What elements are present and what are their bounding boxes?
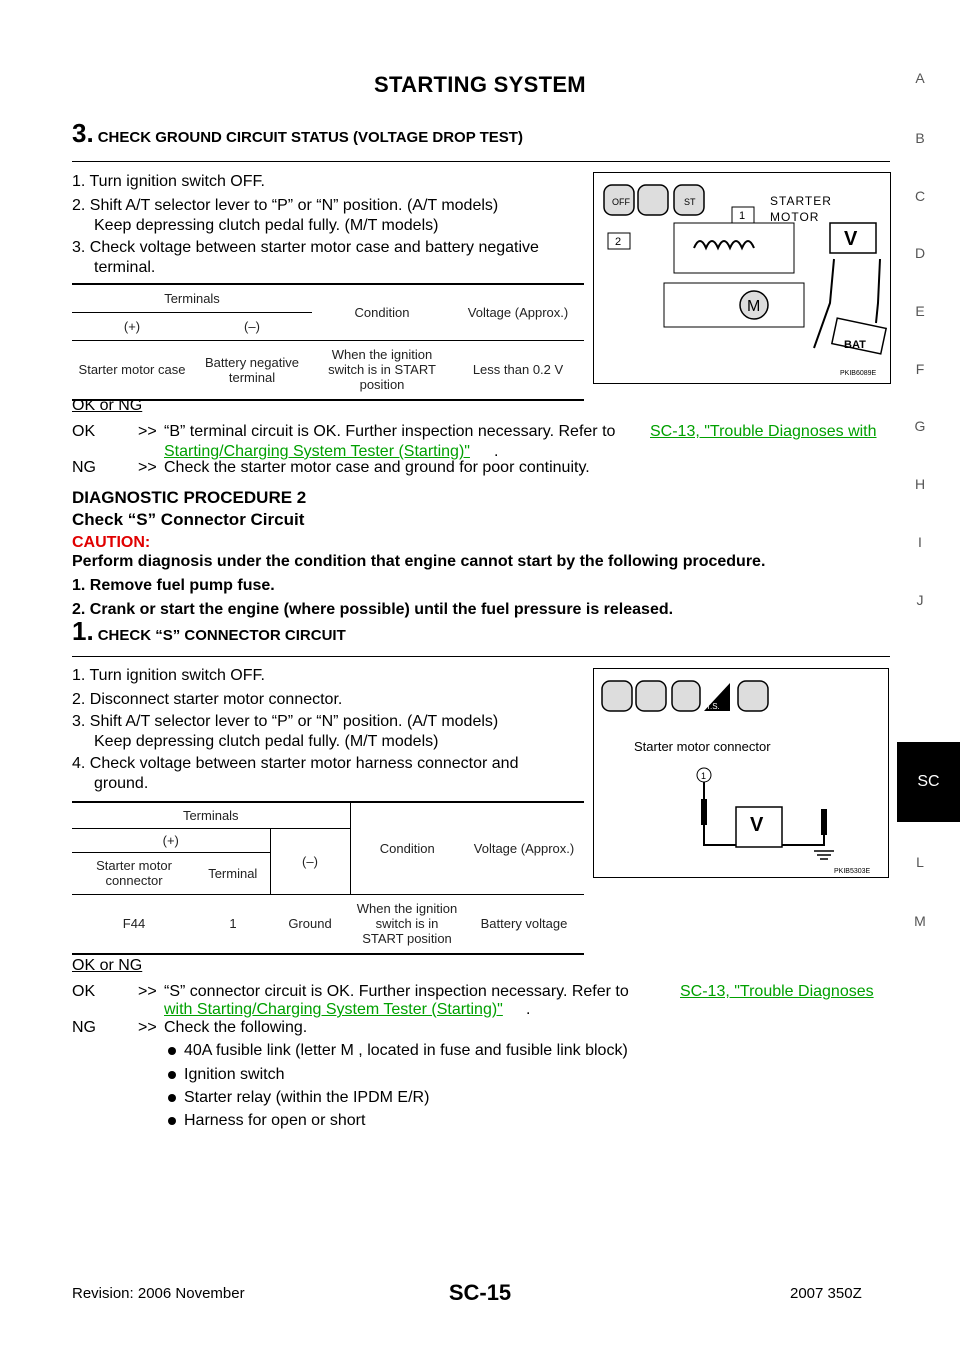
figure-pin-2: 2 [615, 236, 622, 248]
ng-label: NG [72, 459, 96, 476]
active-section-tab[interactable]: SC [897, 742, 960, 822]
step-title: CHECK GROUND CIRCUIT STATUS (VOLTAGE DROP TEST) [97, 129, 523, 146]
ok-arrow: >> [138, 423, 157, 440]
step-1-spec-table [72, 801, 584, 955]
ok-end: . [494, 443, 499, 460]
figure-voltmeter-symbol: V [844, 228, 858, 250]
cell-voltage: Less than 0.2 V [472, 362, 564, 378]
ng-label: NG [72, 1019, 96, 1036]
section-index-letter[interactable]: A [915, 70, 925, 86]
col-header-minus: (–) [244, 318, 260, 334]
ok-text: “B” terminal circuit is OK. Further inspection necessary. Refer to [164, 423, 616, 440]
ok-text: “S” connector circuit is OK. Further inspection necessary. Refer to [164, 983, 629, 1000]
divider [72, 161, 890, 162]
figure-motor-symbol: M [747, 298, 761, 315]
figure-id: PKIB5303E [834, 868, 871, 875]
figure-ts-label: T.S. [706, 702, 720, 711]
check-item-text: Starter relay (within the IPDM E/R) [184, 1089, 430, 1106]
cell-minus: Ground [288, 916, 332, 932]
check-item [168, 1065, 285, 1085]
figure-label-starter: STARTER [770, 194, 832, 208]
col-header-terminal: Terminal [208, 865, 258, 881]
bullet-icon [168, 1071, 176, 1079]
col-header-condition: Condition [312, 284, 452, 340]
col-header-terminals: Terminals [164, 290, 220, 306]
section-index-letter[interactable]: I [918, 534, 922, 550]
ok-or-ng-heading: OK or NG [72, 957, 143, 974]
section-index-letter[interactable]: D [914, 245, 926, 261]
figure-connector-label: Starter motor connector [634, 739, 771, 754]
check-item-text: Harness for open or short [184, 1112, 366, 1129]
section-index-letter[interactable]: E [915, 303, 925, 319]
ok-or-ng-heading: OK or NG [72, 397, 143, 414]
check-item [168, 1111, 365, 1131]
section-index-letter[interactable]: B [915, 130, 925, 146]
step-3-spec-table [72, 283, 584, 401]
page-number: SC-15 [448, 1280, 512, 1305]
step-1-instruction-3b: Keep depressing clutch pedal fully. (M/T models) [94, 733, 439, 750]
step-title: CHECK “S” CONNECTOR CIRCUIT [97, 627, 346, 644]
cell-condition: When the ignition switch is in START position [328, 347, 436, 393]
cell-connector: F44 [122, 916, 146, 932]
step-1-instruction-4b: ground. [94, 775, 149, 792]
check-item-text: 40A fusible link (letter M , located in fuse and fusible link block) [184, 1042, 628, 1059]
wiring-diagram [594, 173, 890, 383]
step-3-instruction-3b: terminal. [94, 259, 156, 276]
figure-label-motor: MOTOR [770, 210, 820, 224]
ok-label: OK [72, 983, 96, 1000]
ok-reference-link[interactable]: SC-13, "Trouble Diagnoses [680, 983, 874, 1000]
col-header-plus: (+) [123, 318, 141, 334]
figure-battery-label: BAT [844, 339, 866, 351]
section-index-letter[interactable]: M [914, 913, 926, 929]
step-3-instruction-2: 2. Shift A/T selector lever to “P” or “N” position. (A/T models) [72, 197, 499, 214]
bullet-icon [168, 1094, 176, 1102]
cell-minus: Battery negative terminal [205, 354, 299, 385]
caution-step-1: 1. Remove fuel pump fuse. [72, 577, 275, 594]
cell-plus: Starter motor case [78, 362, 186, 378]
step-number: 3. [72, 118, 94, 148]
step-1-instruction-2: 2. Disconnect starter motor connector. [72, 691, 343, 708]
section-index-letter[interactable]: F [915, 361, 925, 377]
ok-end: . [526, 1001, 531, 1018]
caution-step-2: 2. Crank or start the engine (where possible) until the fuel pressure is released. [72, 601, 674, 618]
cell-terminal: 1 [229, 916, 237, 932]
check-item [168, 1088, 429, 1108]
col-header-plus: (+) [162, 832, 179, 848]
ok-reference-link-cont[interactable]: Starting/Charging System Tester (Starting)" [164, 443, 470, 460]
cell-condition: When the ignition switch is in START position [356, 901, 458, 947]
starter-motor-voltage-drop-figure [593, 172, 891, 384]
step-1-instruction-1: 1. Turn ignition switch OFF. [72, 667, 265, 684]
section-index-letter[interactable]: H [914, 476, 926, 492]
step-1-instruction-4: 4. Check voltage between starter motor harness connector and [72, 755, 519, 772]
col-header-condition: Condition [350, 802, 464, 894]
col-header-connector: Starter motor connector [96, 858, 172, 888]
ng-arrow: >> [138, 1019, 157, 1036]
caution-label: CAUTION: [72, 534, 151, 551]
figure-pin-1: 1 [701, 771, 707, 781]
step-number: 1. [72, 616, 94, 646]
ok-reference-link[interactable]: SC-13, "Trouble Diagnoses with [650, 423, 877, 440]
divider [72, 656, 890, 657]
section-index-letter[interactable]: G [914, 418, 926, 434]
starter-connector-voltage-figure [593, 668, 889, 878]
step-3-instruction-2b: Keep depressing clutch pedal fully. (M/T models) [94, 217, 439, 234]
model-year: 2007 350Z [790, 1285, 862, 1302]
ng-text: Check the starter motor case and ground for poor continuity. [164, 459, 590, 476]
bullet-icon [168, 1047, 176, 1055]
figure-pin-1: 1 [739, 210, 746, 222]
ok-reference-link-cont[interactable]: with Starting/Charging System Tester (Starting)" [164, 1001, 503, 1018]
procedure-title: DIAGNOSTIC PROCEDURE 2 [72, 488, 307, 507]
bullet-icon [168, 1117, 176, 1125]
svg-text:ST: ST [684, 197, 696, 207]
figure-voltmeter-symbol: V [750, 814, 764, 836]
step-3-instruction-3: 3. Check voltage between starter motor case and battery negative [72, 239, 539, 256]
caution-text: Perform diagnosis under the condition that engine cannot start by the following procedure. [72, 553, 766, 570]
revision-date: Revision: 2006 November [72, 1285, 245, 1302]
col-header-terminals: Terminals [72, 802, 350, 828]
col-header-minus: (–) [270, 828, 350, 894]
col-header-voltage: Voltage (Approx.) [452, 284, 584, 340]
ng-text: Check the following. [164, 1019, 308, 1036]
section-index-letter[interactable]: C [914, 188, 926, 204]
connector-diagram [594, 669, 888, 877]
procedure-subtitle: Check “S” Connector Circuit [72, 510, 305, 529]
page-title: STARTING SYSTEM [374, 72, 586, 97]
ok-arrow: >> [138, 983, 157, 1000]
ng-arrow: >> [138, 459, 157, 476]
section-index-letter[interactable]: L [916, 854, 924, 870]
step-3-heading [72, 118, 523, 149]
step-1-instruction-3: 3. Shift A/T selector lever to “P” or “N” position. (A/T models) [72, 713, 499, 730]
svg-text:OFF: OFF [612, 197, 630, 207]
step-1-heading [72, 616, 346, 647]
ok-label: OK [72, 423, 96, 440]
section-index-letter[interactable]: J [916, 592, 924, 608]
figure-id: PKIB6089E [840, 370, 877, 377]
check-item-text: Ignition switch [184, 1066, 285, 1083]
check-item [168, 1041, 628, 1061]
col-header-voltage: Voltage (Approx.) [464, 802, 584, 894]
step-3-instruction-1: 1. Turn ignition switch OFF. [72, 173, 265, 190]
cell-voltage: Battery voltage [480, 916, 568, 932]
